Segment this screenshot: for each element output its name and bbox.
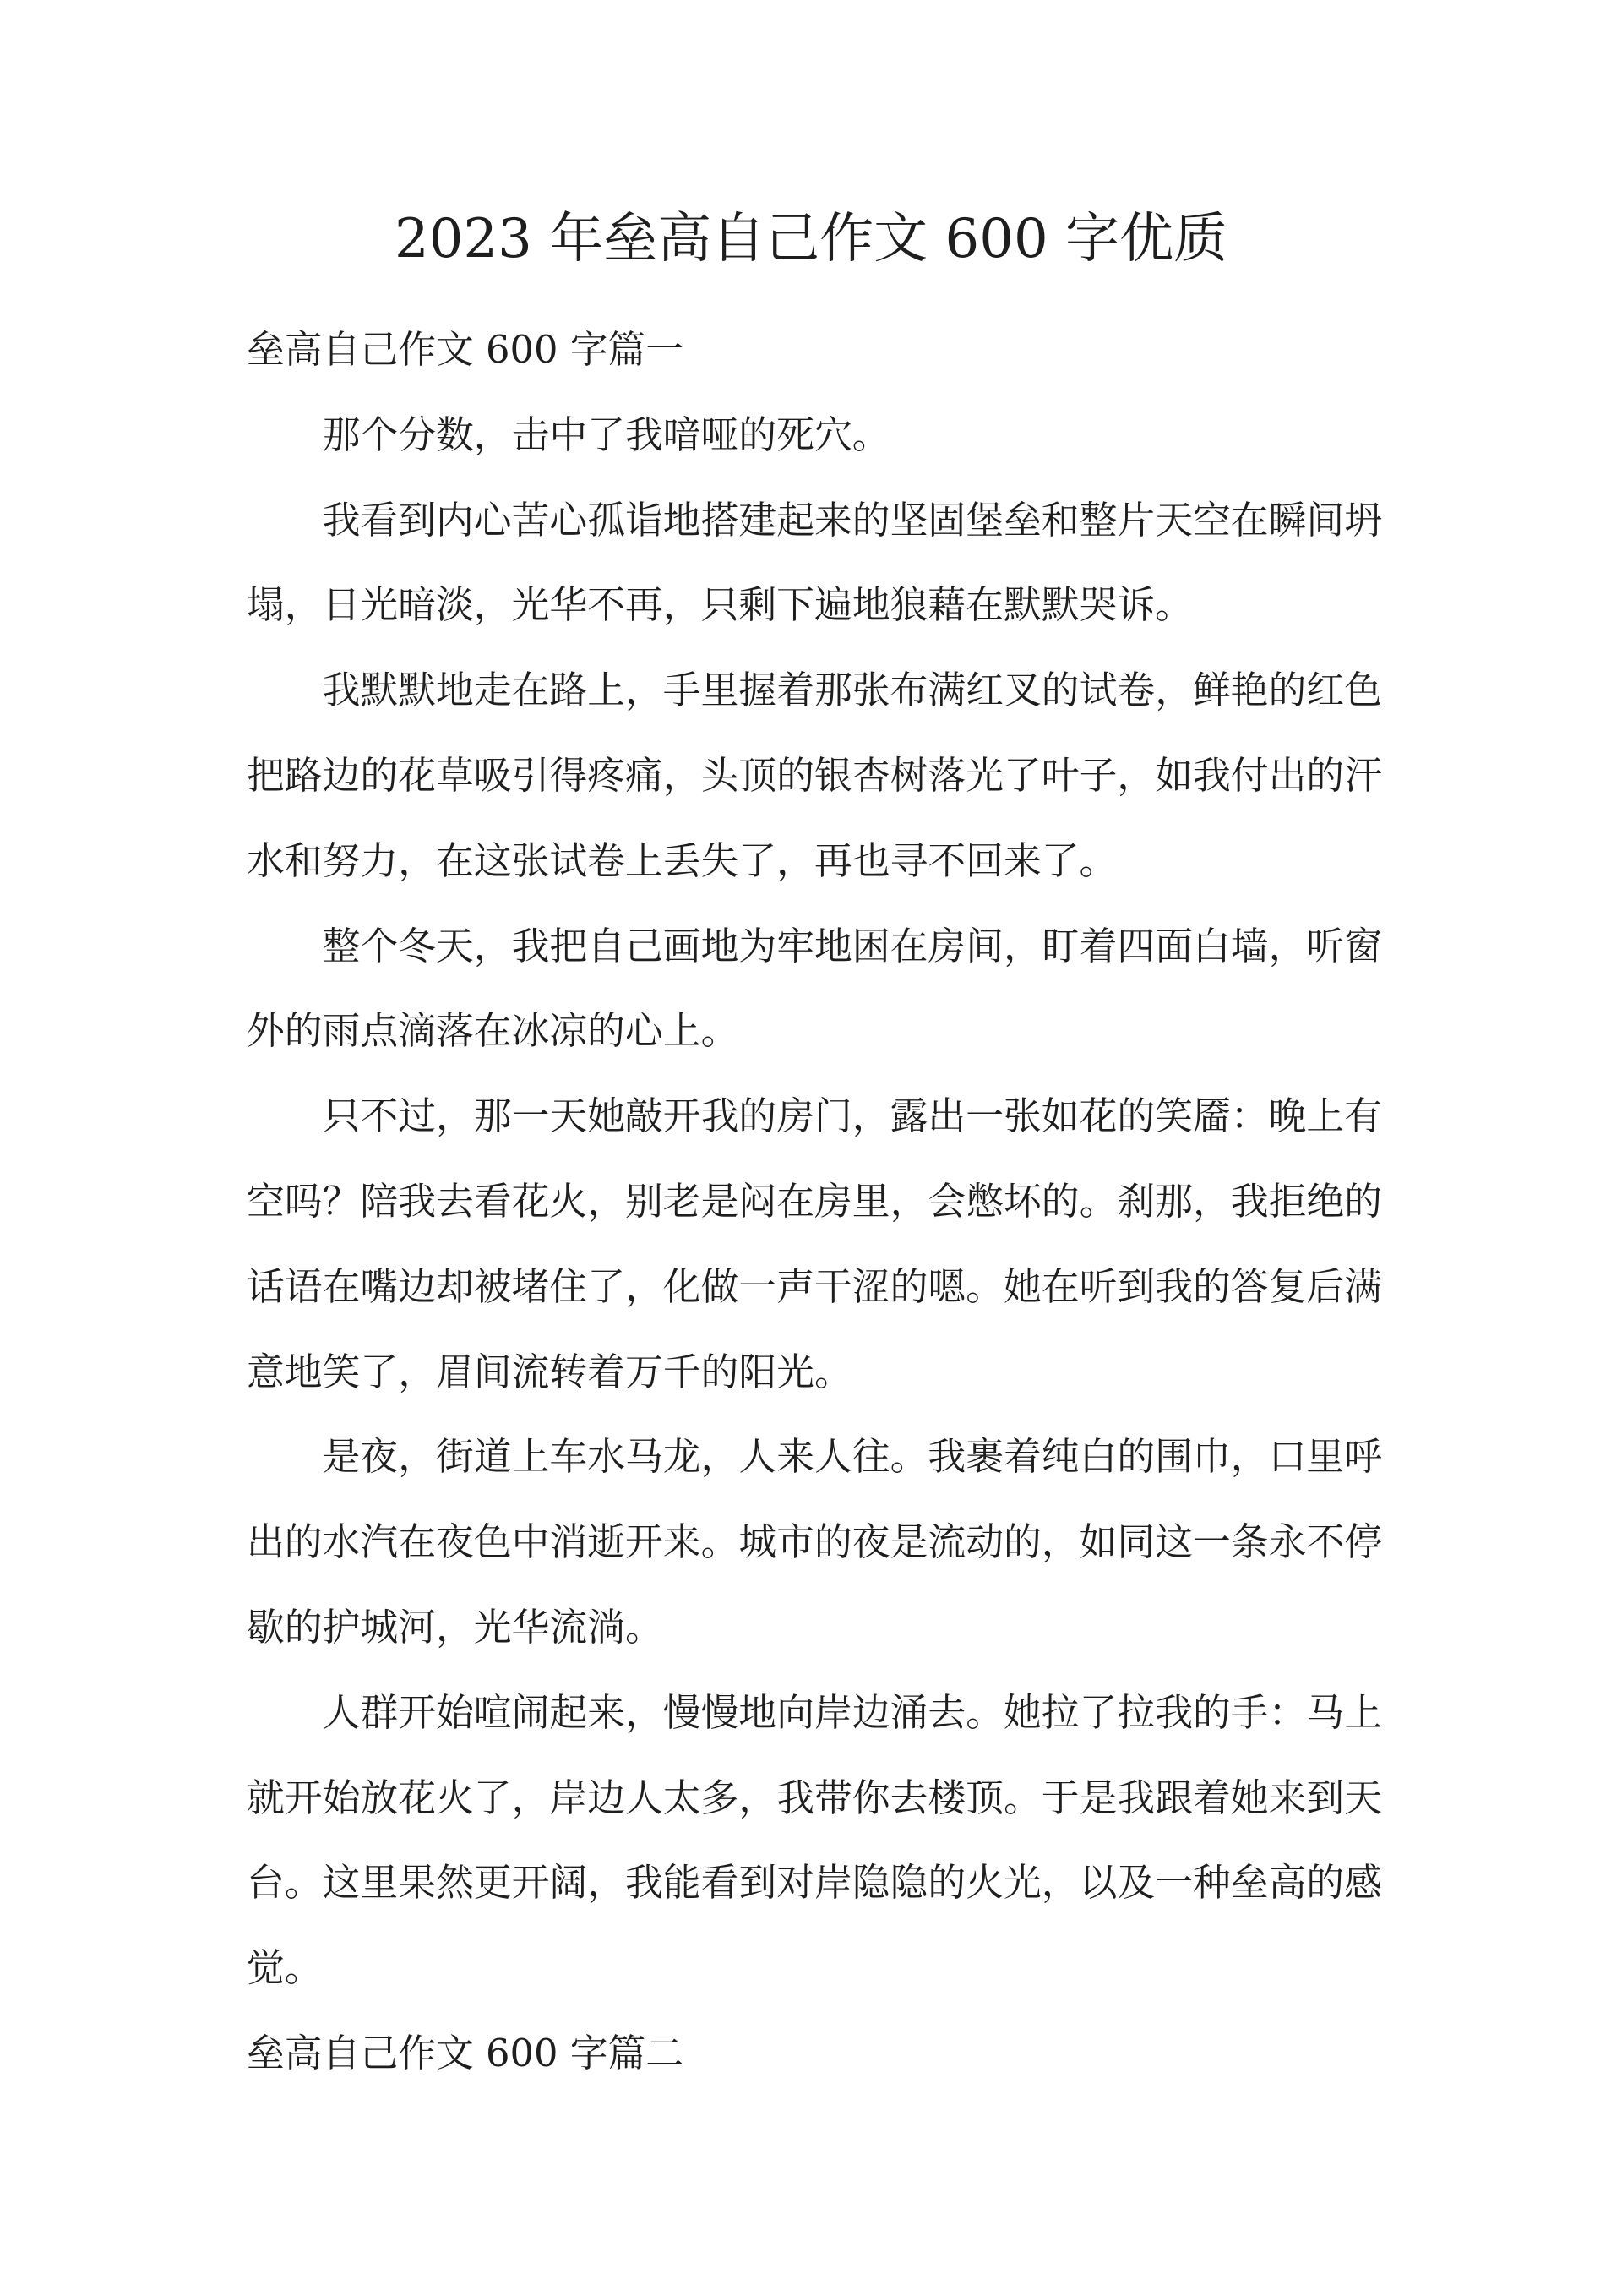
paragraph: 我默默地走在路上，手里握着那张布满红叉的试卷，鲜艳的红色把路边的花草吸引得疼痛，头顶的银杏树落光了叶子，如我付出的汗水和努力，在这张试卷上丢失了，再也寻不回来了。	[247, 668, 1382, 883]
document-body	[247, 308, 1382, 2097]
section-heading-1: 垒高自己作文 600 字篇一	[247, 327, 684, 372]
paragraph: 是夜，街道上车水马龙，人来人往。我裹着纯白的围巾，口里呼出的水汽在夜色中消逝开来。城市的夜是流动的，如同这一条永不停歇的护城河，光华流淌。	[247, 1434, 1382, 1650]
document-title: 2023 年垒高自己作文 600 字优质	[394, 208, 1228, 270]
paragraph: 我看到内心苦心孤诣地搭建起来的坚固堡垒和整片天空在瞬间坍塌，日光暗淡，光华不再，只剩下遍地狼藉在默默哭诉。	[247, 497, 1382, 628]
paragraph: 只不过，那一天她敲开我的房门，露出一张如花的笑靥：晚上有空吗？陪我去看花火，别老是闷在房里，会憋坏的。刹那，我拒绝的话语在嘴边却被堵住了，化做一声干涩的嗯。她在听到我的答复后满意地笑了，眉间流转着万千的阳光。	[247, 1093, 1382, 1394]
section-heading-2: 垒高自己作文 600 字篇二	[247, 2030, 684, 2075]
paragraph: 那个分数，击中了我喑哑的死穴。	[322, 412, 890, 457]
paragraph: 人群开始喧闹起来，慢慢地向岸边涌去。她拉了拉我的手：马上就开始放花火了，岸边人太多，我带你去楼顶。于是我跟着她来到天台。这里果然更开阔，我能看到对岸隐隐的火光，以及一种垒高的感觉。	[247, 1689, 1382, 1991]
paragraph: 整个冬天，我把自己画地为牢地困在房间，盯着四面白墙，听窗外的雨点滴落在冰凉的心上。	[247, 923, 1382, 1054]
